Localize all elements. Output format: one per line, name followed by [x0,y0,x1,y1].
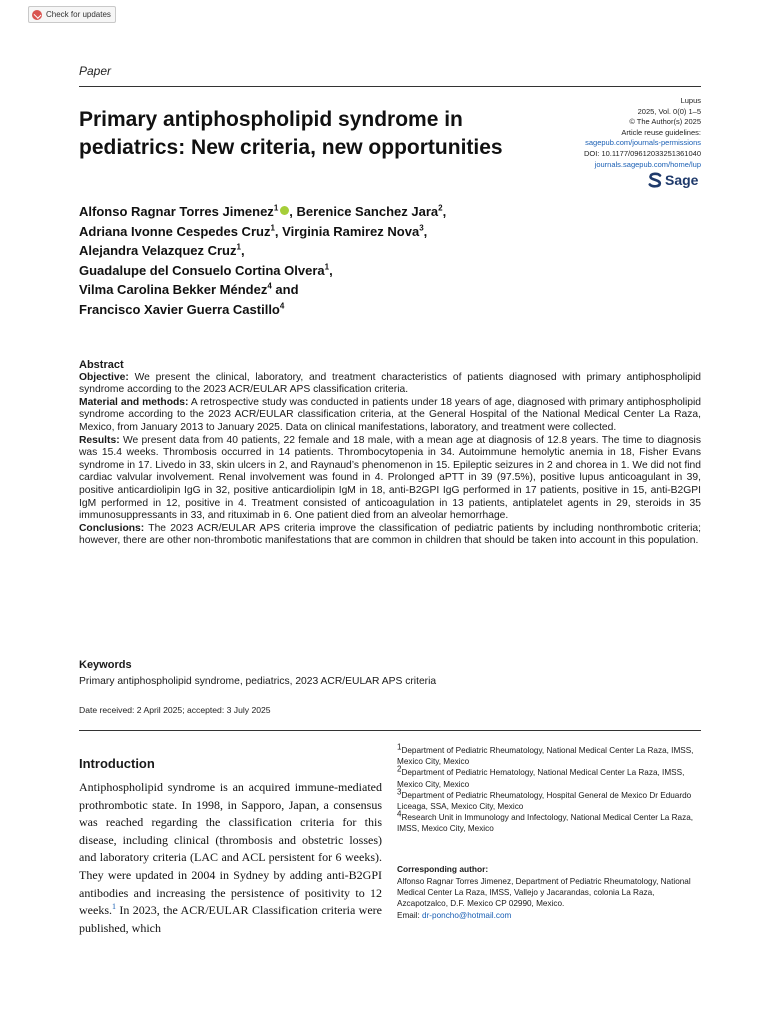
publisher-name: Sage [665,172,699,188]
author-name: Vilma Carolina Bekker Méndez [79,282,268,298]
reference-link[interactable]: 1 [112,902,116,912]
check-for-updates-label: Check for updates [46,10,111,19]
affiliation-ref: 1 [324,262,330,272]
keywords-list: Primary antiphospholipid syndrome, pediatrics, 2023 ACR/EULAR APS criteria [79,676,437,687]
affiliation-ref: 2 [438,203,443,213]
publisher-logo [648,172,698,188]
section-label: Results: [79,434,120,446]
introduction-body [79,779,382,937]
copyright: © The Author(s) 2025 [629,117,701,127]
affiliation-number: 2 [397,764,402,774]
author-conjunction: and [275,282,299,298]
article-title: Primary antiphospholipid syndrome in pediatrics: New criteria, new opportunities [79,108,503,159]
author-list: Alfonso Ragnar Torres Jimenez$^1$ , Berenice Sanchez Jara$^2$, Adriana Ivonne Cespedes Cruz$^1$, Virginia Ramirez Nova$^3$, Alejandra Velazquez Cruz$^1$, Guadalupe del Consuelo Cortina Olvera$^1$, Vilma Carolina Bekker Méndez$^4$ and Francisco Xavier Guerra Castillo$^4$ [79,203,447,317]
author-name: Adriana Ivonne Cespedes Cruz [79,223,271,239]
check-for-updates-button[interactable] [28,6,116,23]
abstract-methods [79,397,701,435]
author-name: Francisco Xavier Guerra Castillo [79,301,280,317]
affiliation-item [397,787,703,812]
section-text: The 2023 ACR/EULAR APS criteria improve the classification of pediatric patients by including nonthrombotic criteria; however, there are other non-thrombotic manifestations that are common in children that should be taken into account in this population. [79,522,701,547]
journal-home-link[interactable]: journals.sagepub.com/home/lup [594,159,701,169]
affiliation-number: 3 [397,787,402,797]
email-link[interactable]: dr-poncho@hotmail.com [422,910,512,920]
affiliation-number: 4 [397,809,402,819]
affiliation-ref: 1 [273,203,279,213]
keywords-heading: Keywords [79,659,132,671]
affiliation-item [397,742,703,767]
abstract-conclusions [79,523,701,548]
corresponding-address: Alfonso Ragnar Torres Jimenez, Department of Pediatric Rheumatology, National Medical Center La Raza, IMSS, Vallejo y Jacarandas, colonia La Raza, Azcapotzalco, D.F. Mexico CP 02990, Mexico. [397,877,691,909]
reuse-guidelines: Article reuse guidelines: [621,127,701,137]
affiliation-item [397,764,703,789]
sage-s-icon [648,172,662,188]
abstract-heading: Abstract [79,359,124,371]
affiliation-ref: 1 [236,242,241,252]
section-text: A retrospective study was conducted in patients under 18 years of age, diagnosed with primary antiphospholipid syndrome according to the 2023 ACR/EULAR classification criteria, at the General Hospital of the National Medical Center La Raza, Mexico, from January 2013 to January 2025. Data on clinical manifestations, laboratory, and treatment were collected. [79,396,702,433]
affiliation-number: 1 [397,742,402,752]
intro-text: In 2023, the ACR/EULAR Classification criteria were published, which [79,903,382,935]
affiliation-ref: 4 [279,301,285,311]
abstract-results [79,435,701,523]
corresponding-author [397,876,703,921]
affiliation-text: Research Unit in Immunology and Infectology, National Medical Center La Raza, IMSS, Mexico City, Mexico [397,813,694,834]
section-label: Objective: [79,371,129,383]
affiliation-ref: 1 [270,223,275,233]
email-label: Email: [397,910,420,920]
article-type: Paper [79,64,112,78]
section-divider [79,730,701,731]
intro-text: Antiphospholipid syndrome is an acquired immune-mediated prothrombotic state. In 1998, in Sapporo, Japan, a consensus was reached regarding the classification criteria for this disease, including clinical (thrombosis and obstetric losses) and laboratory criteria (LAC and ACL persistent for 6 weeks). They were updated in 2004 in Sydney by adding anti-B2GPI antibodies and increasing the persistence of positivity to 12 weeks. [79,780,382,918]
section-label: Conclusions: [79,522,145,534]
author-name: Berenice Sanchez Jara [296,204,439,219]
affiliation-ref: 4 [267,282,272,292]
corresponding-heading: Corresponding author: [397,864,489,874]
abstract-objective [79,372,701,397]
section-text: We present data from 40 patients, 22 female and 18 male, with a mean age at diagnosis of 12.8 years. The time to diagnosis was 15.4 weeks. Thrombosis occurred in 14 patients. Thrombocytopenia in 34. Autoimmune hemolytic anemia in 18, Fisher Evans syndrome in 17. Livedo in 33, skin ulcers in 2, and Raynaud’s phenomenon in 15. Epileptic seizures in 2 and chorea in 1. We did not find cardiac valvular involvement. Renal involvement was found in 4. Prolonged aPTT in 39 (97.5%), positive lupus anticoagulant in 39, positive anticardiolipin IgG in 32, positive anticardiolipin IgM in 18, anti-B2GPI IgG performed in 17 patients, positive in 15, anti-B2GPI IgM performed in 12, positive in 4. Treatment consisted of anticoagulation in 13 patients, antiplatelet agents in 29, steroids in 35 immunosuppressants in 33, and rituximab in 6. One patient died from an alveolar hemorrhage. [79,434,701,522]
author-name: Virginia Ramirez Nova [282,223,420,239]
introduction-heading: Introduction [79,756,155,771]
affiliation-text: Department of Pediatric Rheumatology, National Medical Center La Raza, IMSS, Mexico City, Mexico [397,746,694,767]
permissions-link[interactable]: sagepub.com/journals-permissions [585,138,701,148]
affiliation-text: Department of Pediatric Rheumatology, Hospital General de Mexico Dr Eduardo Liceaga, SSA, Mexico City, Mexico [397,790,692,812]
orcid-icon[interactable] [280,206,289,215]
journal-meta [540,96,701,170]
affiliation-item [397,809,703,834]
doi: DOI: 10.1177/09612033251361040 [583,148,701,158]
journal-volume: 2025, Vol. 0(0) 1–5 [637,106,701,116]
check-updates-icon [32,10,42,20]
section-label: Material and methods: [79,396,189,408]
affiliations [397,742,703,835]
date-received: Date received: 2 April 2025; accepted: 3 July 2025 [79,705,271,715]
author-name: Alejandra Velazquez Cruz [79,243,237,259]
header-divider [79,86,701,87]
affiliation-text: Department of Pediatric Hematology, National Medical Center La Raza, IMSS, Mexico City, Mexico [397,768,685,789]
abstract [79,359,701,548]
affiliation-ref: 3 [419,223,424,233]
journal-name: Lupus [680,96,701,105]
author-name: Guadalupe del Consuelo Cortina Olvera [79,262,325,278]
section-text: We present the clinical, laboratory, and treatment characteristics of patients diagnosed with primary antiphospholipid syndrome according to the 2023 ACR/EULAR APS classification criteria. [79,371,701,396]
author-name: Alfonso Ragnar Torres Jimenez [79,204,274,219]
